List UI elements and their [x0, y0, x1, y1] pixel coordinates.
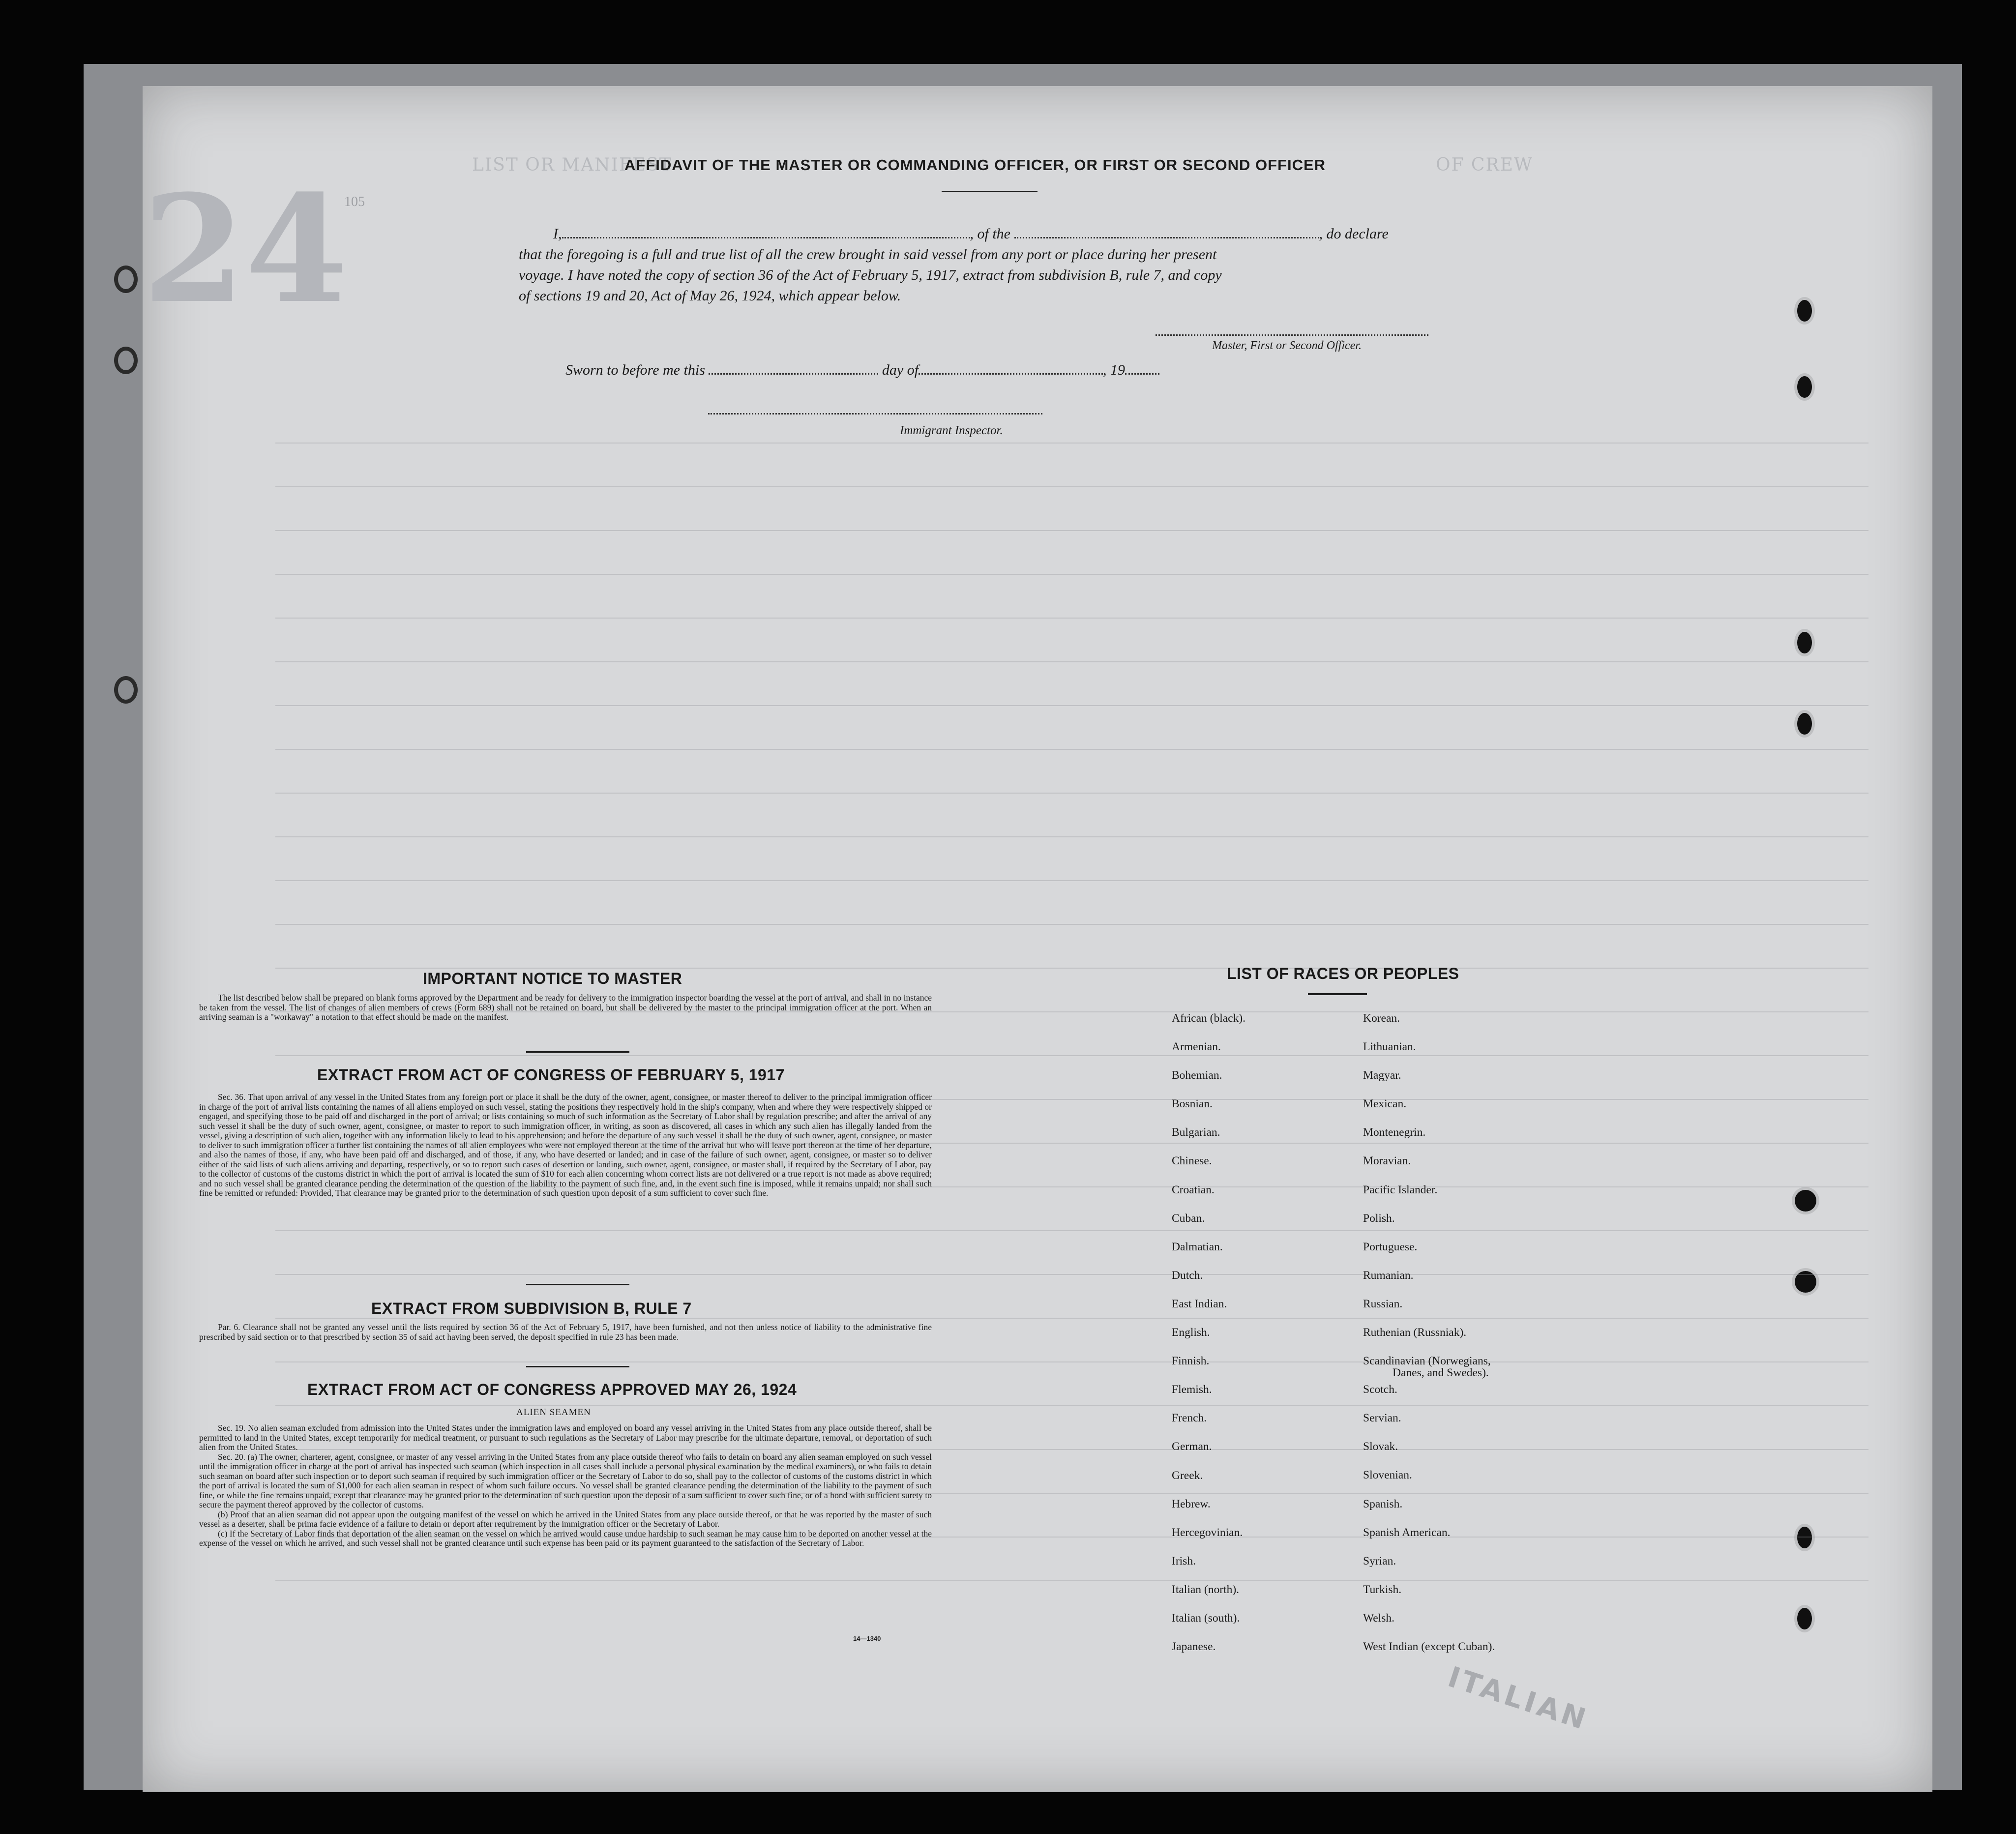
race-item: Pacific Islander. — [1363, 1183, 1438, 1196]
affidavit-title-rule — [942, 191, 1038, 192]
race-item: Flemish. — [1172, 1383, 1212, 1396]
sworn-day-of: day of — [882, 362, 919, 378]
affidavit-line-3: voyage. I have noted the copy of section 36 of the Act of February 5, 1917, extract from subdivision B, rule 7, and copy — [519, 267, 1222, 283]
race-item: Polish. — [1363, 1212, 1395, 1225]
rule-7-title: EXTRACT FROM SUBDIVISION B, RULE 7 — [371, 1300, 692, 1317]
race-item: Scotch. — [1363, 1383, 1397, 1396]
sworn-year: , 19 — [1103, 362, 1126, 378]
act-1924-sec-20b: (b) Proof that an alien seaman did not appear upon the outgoing manifest of the vessel on which he arrived in the United States from any place outside thereof, or that he was reported by the master of such vessel as a deserter, shall be prima facie evidence of a failure to detain or deport after requirement by the immigration officer or the Secretary of Labor. — [199, 1509, 932, 1529]
race-item: Korean. — [1363, 1012, 1400, 1025]
race-item: Russian. — [1363, 1297, 1403, 1310]
race-item: Syrian. — [1363, 1554, 1396, 1568]
race-item: Bohemian. — [1172, 1069, 1222, 1082]
race-item: Scandinavian (Norwegians, — [1363, 1355, 1491, 1368]
affidavit-line-4: of sections 19 and 20, Act of May 26, 1924, which appear below. — [519, 288, 901, 304]
race-item: Japanese. — [1172, 1640, 1216, 1654]
act-1924-body — [199, 1423, 932, 1548]
act-1917-sec-36: Sec. 36. That upon arrival of any vessel in the United States from any foreign port or place it shall be the duty of the owner, agent, consignee, or master thereof to deliver to the principal immigration officer in charge of the port of arrival lists containing the names of all aliens employed on such vessel, stating the positions they respectively hold in the ship's company, when and where they were respectively shipped or engaged, and specifying those to be paid off and discharged in the port of arrival; or lists containing so much of such information as the Secretary of Labor shall by regulation prescribe; and after the arrival of any such vessel it shall be the duty of such owner, agent, consignee, or master to report to such immigration officer, in writing, as soon as discovered, all cases in which any such alien has illegally landed from the vessel, giving a description of such alien, together with any information likely to lead to his apprehension; and before the departure of any such vessel it shall be the duty of such owner, agent, consignee, or master to deliver to such immigration officer a further list containing the names of all alien employees who were not employed thereon at the time of the arrival but who will leave port thereon at the time of her departure, and also the names of those, if any, who have been paid off and discharged, and of those, if any, who have deserted or landed; and in case of the failure of such owner, agent, consignee, or master so to deliver either of the said lists of such aliens arriving and departing, respectively, or so to report such cases of desertion or landing, such owner, agent, consignee, or master shall, if required by the Secretary of Labor, pay to the collector of customs of the customs district in which the port of arrival is located the sum of $10 for each alien concerning whom correct lists are not delivered or a true report is not made as above required; and no such vessel shall be granted clearance pending the determination of the question of the liability to the payment of such fine, and, in the event such fine is imposed, while it remains unpaid; nor shall such fine be remitted or refunded: Provided, That clearance may be granted prior to the determination of such question upon deposit of a sum sufficient to cover such fine. — [199, 1092, 932, 1198]
race-item: Greek. — [1172, 1469, 1203, 1482]
race-item: Cuban. — [1172, 1212, 1205, 1225]
race-item: Spanish. — [1363, 1497, 1403, 1510]
race-item: Italian (north). — [1172, 1583, 1240, 1596]
section-divider — [526, 1366, 629, 1367]
punch-hole — [114, 676, 138, 704]
act-1924-subtitle: ALIEN SEAMEN — [516, 1407, 591, 1418]
act-1924-sec-20c: (c) If the Secretary of Labor finds that deportation of the alien seaman on the vessel on which he arrived would cause undue hardship to such seaman he may cause him to be deported on another vessel at the expense of the vessel on which he arrived, and such vessel shall not be granted clearance until such expense has been paid or its payment guaranteed to the satisfaction of the Secretary of Labor. — [199, 1528, 932, 1548]
punch-hole — [1797, 1608, 1812, 1629]
inspector-label: Immigrant Inspector. — [900, 424, 1003, 437]
inspector-signature-line — [708, 413, 1042, 414]
stamp-mark: ITALIAN — [1444, 1660, 1593, 1737]
race-item: Italian (south). — [1172, 1611, 1240, 1625]
punch-hole — [1797, 300, 1812, 322]
race-item: Croatian. — [1172, 1183, 1215, 1196]
bleed-header-left: LIST OR MANIFEST — [472, 155, 672, 175]
master-signature-label: Master, First or Second Officer. — [1212, 339, 1362, 352]
race-item: Portuguese. — [1363, 1240, 1418, 1253]
sworn-prefix: Sworn to before me this — [565, 362, 705, 378]
affidavit-of-the: , of the — [970, 226, 1010, 242]
race-item: Armenian. — [1172, 1040, 1221, 1054]
act-1917-title: EXTRACT FROM ACT OF CONGRESS OF FEBRUARY 5, 1917 — [317, 1066, 785, 1084]
race-item: Slovenian. — [1363, 1469, 1412, 1482]
notice-paragraph: The list described below shall be prepared on blank forms approved by the Department and be ready for delivery to the immigration inspector boarding the vessel at the port of arrival, and shall in no instance be taken from the vessel. The list of changes of alien members of crews (Form 689) shall not be retained on board, but shall be delivered by the master to the principal immigration officer at the port. When an arriving seaman is a "workaway" a notation to that effect should be made on the manifest. — [199, 993, 932, 1022]
rule-7-body — [199, 1323, 932, 1342]
race-item: French. — [1172, 1412, 1207, 1425]
race-item: Irish. — [1172, 1554, 1196, 1568]
race-item: Finnish. — [1172, 1355, 1210, 1368]
corner-number: 105 — [344, 194, 365, 209]
affidavit-title: AFFIDAVIT OF THE MASTER OR COMMANDING OFFICER, OR FIRST OR SECOND OFFICER — [624, 156, 1326, 174]
officer-name-field — [562, 237, 970, 238]
punch-hole — [1797, 1527, 1812, 1548]
race-item: Danes, and Swedes). — [1393, 1366, 1489, 1380]
races-title-rule — [1308, 993, 1367, 995]
race-item: Montenegrin. — [1363, 1126, 1426, 1139]
races-title: LIST OF RACES OR PEOPLES — [1227, 965, 1459, 982]
race-item: Welsh. — [1363, 1611, 1395, 1625]
race-item: West Indian (except Cuban). — [1363, 1640, 1495, 1653]
race-item: Chinese. — [1172, 1154, 1212, 1168]
page-number-mark: 24 — [143, 162, 348, 336]
race-item: German. — [1172, 1440, 1212, 1453]
affidavit-text — [519, 224, 1463, 306]
punch-hole — [114, 266, 138, 293]
affidavit-declare: , do declare — [1319, 226, 1389, 242]
race-item: Spanish American. — [1363, 1526, 1451, 1539]
race-item: Bulgarian. — [1172, 1126, 1220, 1139]
notice-title: IMPORTANT NOTICE TO MASTER — [423, 970, 682, 987]
act-1924-title: EXTRACT FROM ACT OF CONGRESS APPROVED MAY 26, 1924 — [307, 1381, 797, 1398]
race-item: English. — [1172, 1326, 1210, 1339]
race-item: Ruthenian (Russniak). — [1363, 1326, 1467, 1339]
race-item: Rumanian. — [1363, 1269, 1414, 1282]
race-item: Mexican. — [1363, 1097, 1407, 1111]
act-1924-sec-19: Sec. 19. No alien seaman excluded from admission into the United States under the immigration laws and employed on board any vessel arriving in the United States from any place outside thereof, shall be permitted to land in the United States, except temporarily for medical treatment, or pursuant to such regulations as the Secretary of Labor may prescribe for the ultimate departure, removal, or deportation of such alien from the United States. — [199, 1423, 932, 1452]
race-item: Dutch. — [1172, 1269, 1203, 1282]
races-right-column — [1363, 1012, 1495, 1669]
race-item: Lithuanian. — [1363, 1040, 1416, 1054]
sworn-line — [565, 362, 1159, 379]
race-item: Moravian. — [1363, 1154, 1411, 1168]
punch-hole — [1795, 1190, 1816, 1212]
vessel-name-field — [1014, 237, 1319, 238]
race-item: Turkish. — [1363, 1583, 1402, 1596]
race-item: Hercegovinian. — [1172, 1526, 1243, 1539]
notice-body — [199, 993, 932, 1022]
sworn-month-field — [919, 373, 1103, 375]
master-signature-line — [1156, 334, 1428, 336]
section-divider — [526, 1051, 629, 1053]
affidavit-line-2: that the foregoing is a full and true list of all the crew brought in said vessel from any port or place during her present — [519, 246, 1217, 263]
act-1917-body — [199, 1093, 932, 1198]
affidavit-i: I, — [553, 226, 562, 242]
race-item: Servian. — [1363, 1412, 1401, 1425]
punch-hole — [1797, 376, 1812, 398]
section-divider — [526, 1284, 629, 1285]
rule-7-par-6: Par. 6. Clearance shall not be granted any vessel until the lists required by section 36 of the Act of February 5, 1917, have been furnished, and not then unless notice of liability to the administrative fine prescribed by said section or to that prescribed by section 35 of said act having been served, the deposit specified in rule 23 has been made. — [199, 1322, 932, 1342]
punch-hole — [1797, 713, 1812, 735]
races-left-column — [1172, 1012, 1245, 1669]
act-1924-sec-20a: Sec. 20. (a) The owner, charterer, agent, consignee, or master of any vessel arriving in the United States from any place outside thereof who fails to detain on board any alien seaman employed on such vessel until the immigration officer in charge at the port of arrival has inspected such seaman (which inspection in all cases shall include a personal physical examination by the medical examiners), or who fails to detain such seaman on board after such inspection or to deport such seaman if required by such immigration officer or the Secretary of Labor to do so, shall pay to the collector of customs of the customs district in which the port of arrival is located the sum of $1,000 for each alien seaman in respect of whom such failure occurs. No vessel shall be granted clearance pending the determination of the liability to the payment of such fine, or while the fine remains unpaid, except that clearance may be granted prior to the determination of such question upon the deposit of a sum sufficient to cover such fine, or of a bond with sufficient surety to secure the payment thereof approved by the collector of customs. — [199, 1451, 932, 1509]
race-item: Dalmatian. — [1172, 1240, 1223, 1253]
race-item: Bosnian. — [1172, 1097, 1213, 1111]
race-item: Slovak. — [1363, 1440, 1398, 1453]
punch-hole — [114, 347, 138, 374]
sworn-year-field — [1125, 373, 1159, 375]
form-number: 14—1340 — [853, 1635, 881, 1642]
race-item: Hebrew. — [1172, 1497, 1211, 1510]
race-item: East Indian. — [1172, 1297, 1227, 1310]
punch-hole — [1795, 1271, 1816, 1293]
bleed-header-right: OF CREW — [1436, 155, 1533, 175]
race-item: Magyar. — [1363, 1069, 1401, 1082]
punch-hole — [1797, 632, 1812, 653]
sworn-day-field — [709, 373, 878, 375]
race-item: African (black). — [1172, 1012, 1246, 1025]
